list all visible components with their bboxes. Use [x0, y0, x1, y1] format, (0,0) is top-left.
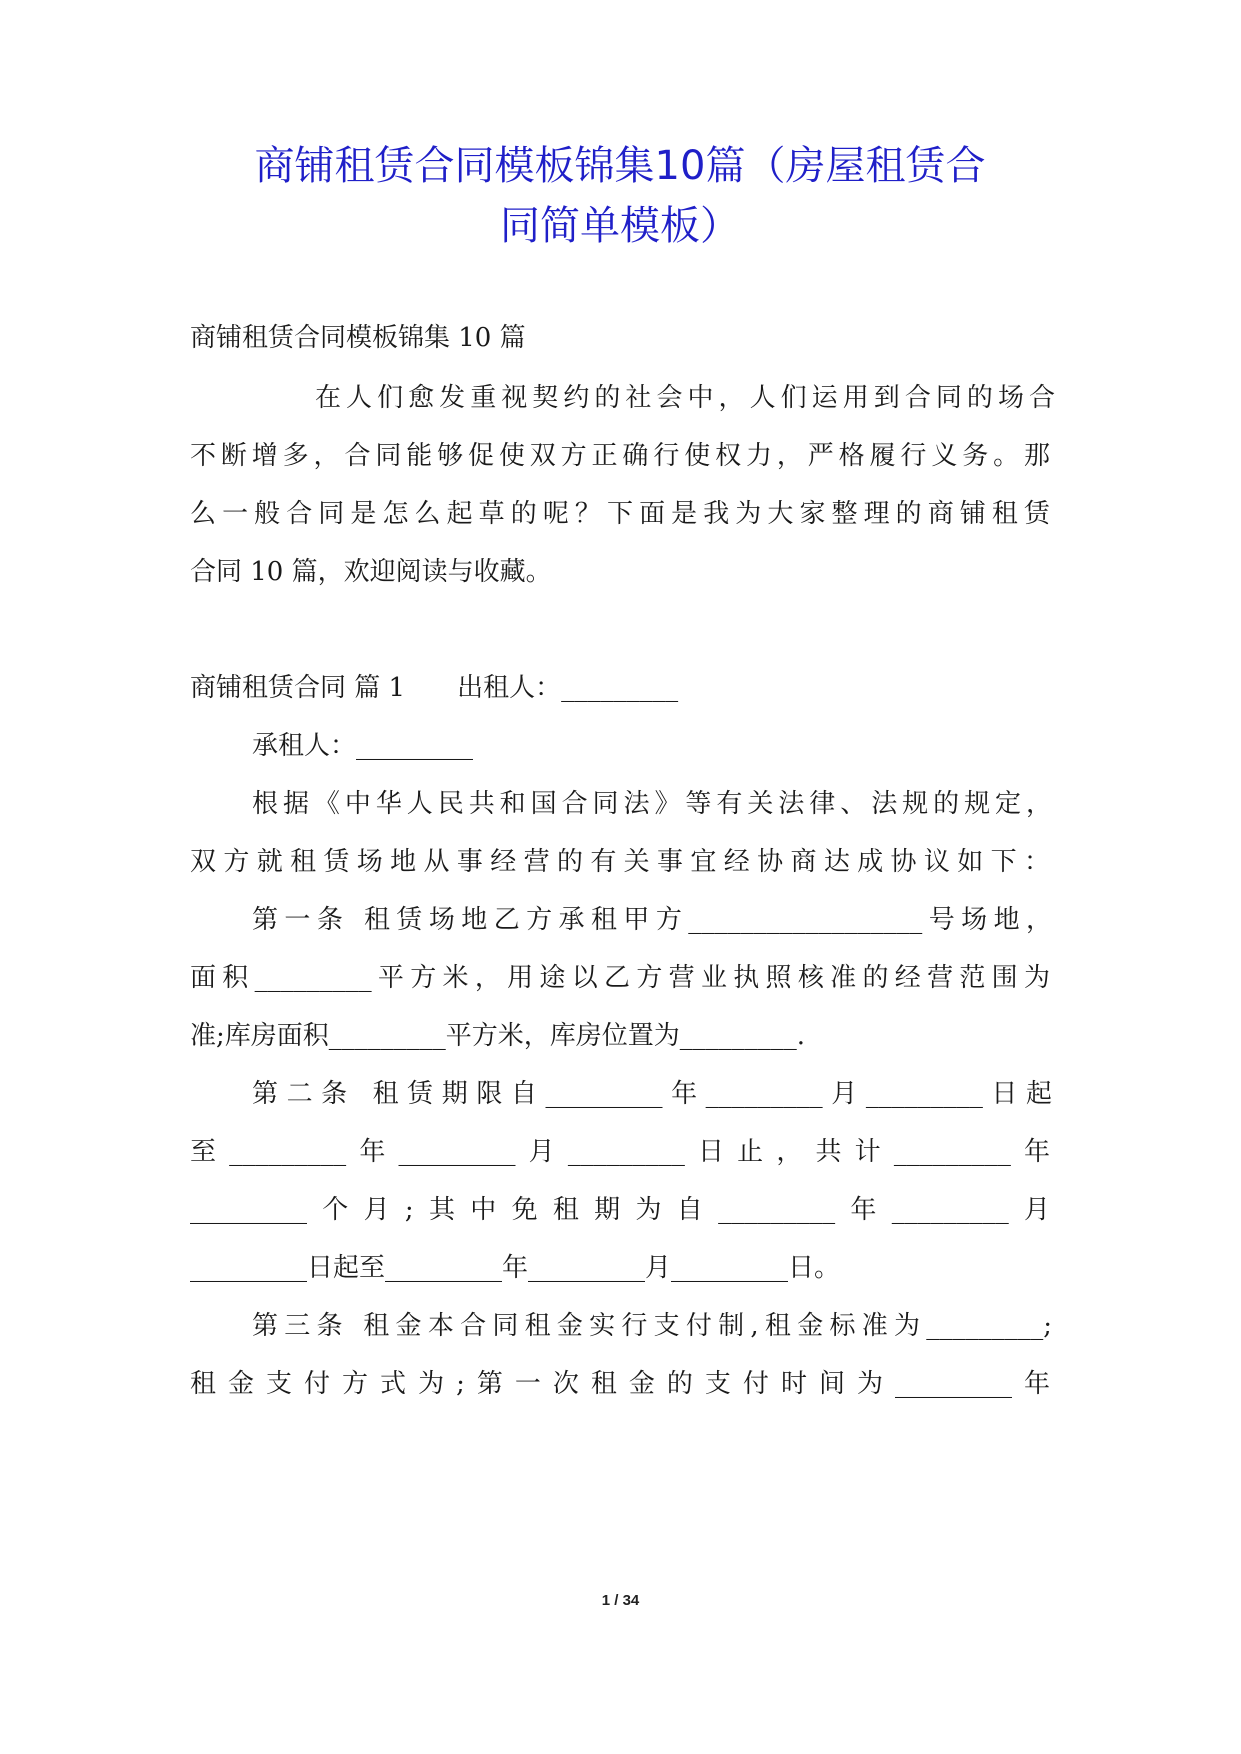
body-line: 第三条 租金本合同租金实行支付制,租金标准为_________; — [252, 1311, 1052, 1341]
document-subtitle: 商铺租赁合同模板锦集 10 篇 — [190, 323, 526, 353]
body-line: 面积_________平方米，用途以乙方营业执照核准的经营范围为 — [190, 963, 1050, 993]
intro-line-2: 不断增多，合同能够促使双方正确行使权力，严格履行义务。那 — [190, 441, 1050, 471]
body-line: 根据《中华人民共和国合同法》等有关法律、法规的规定， — [252, 789, 1052, 819]
body-line: 至_________年_________月_________日止，共计_________年 — [190, 1137, 1050, 1167]
body-line: _________个月;其中免租期为自_________年_________月 — [190, 1195, 1050, 1225]
intro-line-1: 在人们愈发重视契约的社会中，人们运用到合同的场合 — [315, 383, 1055, 413]
document-title-line-2: 同简单模板） — [500, 203, 740, 249]
body-line: 第一条 租赁场地乙方承租甲方__________________号场地， — [252, 905, 1052, 935]
body-line: 第二条 租赁期限自_________年_________月_________日起 — [252, 1079, 1052, 1109]
page-number: 1 / 34 — [601, 1592, 640, 1609]
document-title-line-1: 商铺租赁合同模板锦集10篇（房屋租赁合 — [254, 143, 986, 189]
intro-line-4: 合同 10 篇，欢迎阅读与收藏。 — [190, 557, 552, 587]
body-line: 准;库房面积_________平方米，库房位置为_________. — [190, 1021, 806, 1051]
body-line: _________日起至_________年_________月_________日。 — [190, 1253, 841, 1283]
body-line: 租金支付方式为;第一次租金的支付时间为_________年 — [190, 1369, 1050, 1399]
section-heading: 商铺租赁合同 篇 1 出租人：_________ — [190, 673, 679, 703]
body-line: 双方就租赁场地从事经营的有关事宜经协商达成协议如下： — [190, 847, 1050, 877]
intro-line-3: 么一般合同是怎么起草的呢？下面是我为大家整理的商铺租赁 — [190, 499, 1050, 529]
lessee-line: 承租人：_________ — [252, 731, 474, 761]
